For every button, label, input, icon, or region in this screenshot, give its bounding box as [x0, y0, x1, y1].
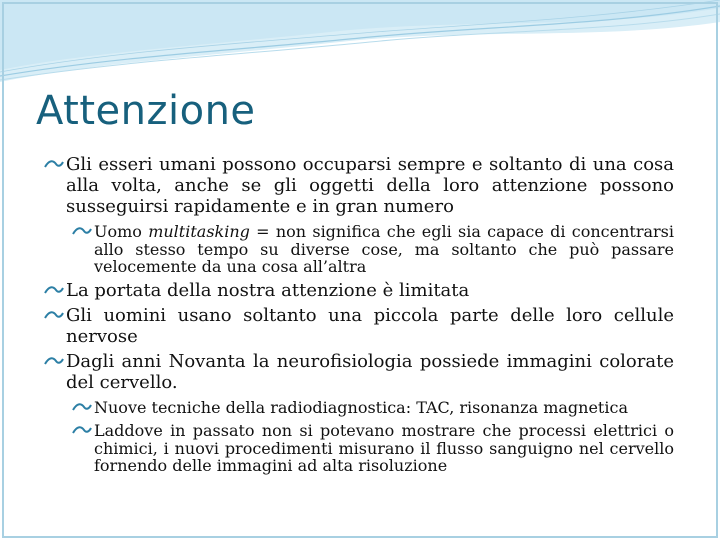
- wave-bullet-icon: [44, 285, 64, 297]
- slide-title: Attenzione: [36, 88, 256, 134]
- bullet-item-1: [44, 154, 674, 217]
- bullet-text: = non significa che egli sia capace di concentrarsi allo stesso tempo su diverse cose, ma soltanto che può passare velocemente da una cosa all’altra: [94, 222, 674, 276]
- bullet-text: Gli esseri umani possono occuparsi sempre e soltanto di una cosa alla volta, anche se gli oggetti della loro attenzione possono susseguirsi rapidamente e in gran numero: [66, 154, 674, 217]
- bullet-text: La portata della nostra attenzione è limitata: [66, 279, 470, 301]
- bullet-item-4: [44, 305, 674, 347]
- bullet-item-3: [44, 280, 674, 301]
- bullet-item-6: [72, 399, 674, 417]
- bullet-text-emphasis: multitasking: [148, 222, 250, 241]
- bullet-item-2: [72, 223, 674, 276]
- wave-bullet-icon: [44, 310, 64, 322]
- wave-bullet-icon: [72, 226, 92, 238]
- bullet-text: Gli uomini usano soltanto una piccola parte delle loro cellule nervose: [66, 304, 674, 347]
- bullet-text: Laddove in passato non si potevano mostrare che processi elettrici o chimici, i nuovi procedimenti misurano il flusso sanguigno nel cervello fornendo delle immagini ad alta risoluzione: [94, 421, 674, 475]
- bullet-text: Nuove tecniche della radiodiagnostica: TAC, risonanza magnetica: [94, 397, 628, 417]
- wave-bullet-icon: [72, 402, 92, 414]
- bullet-text: Dagli anni Novanta la neurofisiologia possiede immagini colorate del cervello.: [66, 350, 674, 393]
- wave-bullet-icon: [44, 159, 64, 171]
- wave-bullet-icon: [72, 425, 92, 437]
- bullet-item-5: [44, 351, 674, 393]
- bullet-text-prefix: Uomo: [94, 222, 149, 241]
- wave-bullet-icon: [44, 356, 64, 368]
- bullet-list: [44, 154, 674, 475]
- bullet-item-7: [72, 422, 674, 475]
